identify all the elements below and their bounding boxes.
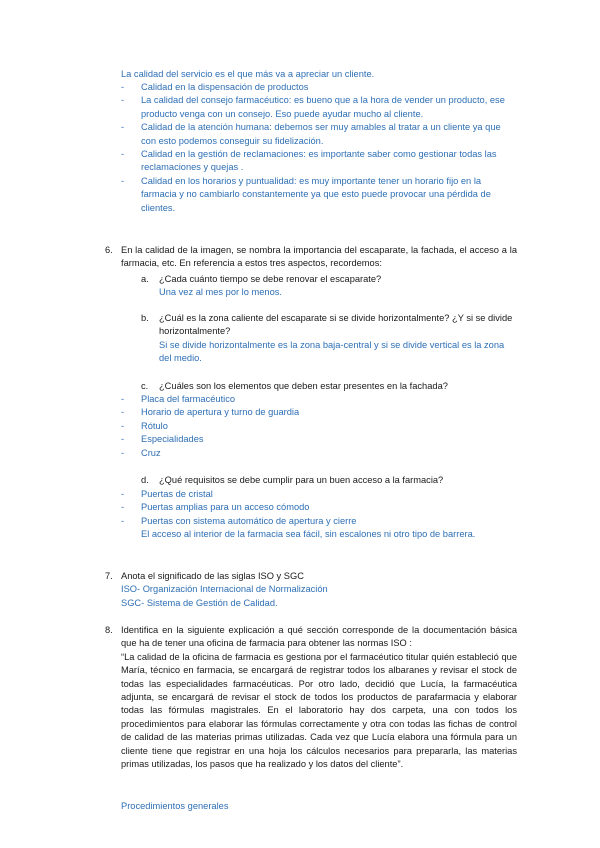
question-7: 7. Anota el significado de las siglas ISO y SGC ISO- Organización Internacional de Normalización SGC- Sistema de Gestión de Calidad. xyxy=(105,570,517,610)
answer-7-sgc: SGC- Sistema de Gestión de Calidad. xyxy=(121,597,278,608)
list-item: - Rótulo xyxy=(121,420,168,431)
answer-8: Procedimientos generales xyxy=(121,801,229,811)
quality-section xyxy=(121,68,517,81)
question-8: 8. Identifica en la siguiente explicación a qué sección corresponde de la documentación básica que ha de tener una oficina de farmacia para obtener las normas ISO : “La calidad de la oficina de farmacia es gestiona por el farmacéutico titular quién estableció que María, técnico en farmacia, se encargará de registrar todos los albaranes y revisar el stock de todas las especialidades farmacéuticas. Por otro lado, decidió que Lucía, la farmacéutica adjunta, se encargará de revisar el stock de todos los productos de parafarmacia y elaborar todas las fórmulas magistrales. En el laboratorio hay dos carpeta, una con todos los procedimientos para elaborar las fórmulas correctamente y otra con todas las fichas de control de calidad de las materias primas utilizadas. Cada vez que Lucía elabora una fórmula para un cliente tiene que registrar en una hoja los cálculos necesarios para prepararla, las materias primas utilizadas, los pasos que ha realizado y los datos del cliente”. xyxy=(105,624,517,771)
list-item: - Placa del farmacéutico xyxy=(121,394,236,404)
answer-6b: Si se divide horizontalmente es la zona baja-central y si se divide vertical es la zona del medio. xyxy=(159,339,505,364)
list-item: - Calidad en la dispensación de productos xyxy=(121,82,309,92)
list-item: - Calidad en la gestión de reclamaciones: es importante saber como gestionar todas las reclamaciones y quejas . xyxy=(121,149,497,173)
list-item: - Calidad de la atención humana: debemos ser muy amables al tratar a un cliente ya que con esto podemos conseguir su fidelización. xyxy=(121,122,501,146)
access-list xyxy=(121,488,521,542)
question-6: 6. En la calidad de la imagen, se nombra la importancia del escaparate, la fachada, el acceso a la farmacia, etc. En referencia a estos tres aspectos, recordemos: xyxy=(105,245,517,269)
access-note: El acceso al interior de la farmacia sea fácil, sin escalones ni otro tipo de barrera. xyxy=(141,529,476,540)
question-6c: c. ¿Cuáles son los elementos que deben estar presentes en la fachada? xyxy=(141,381,448,391)
question-6d: d. ¿Qué requisitos se debe cumplir para un buen acceso a la farmacia? xyxy=(141,475,444,485)
question-7-text: Anota el significado de las siglas ISO y SGC xyxy=(121,571,304,581)
facade-list xyxy=(121,393,517,460)
question-6a: a. ¿Cada cuánto tiempo se debe renovar el escaparate? Una vez al mes por lo menos. xyxy=(141,273,517,300)
intro-text: La calidad del servicio es el que más va a apreciar un cliente. xyxy=(121,69,375,79)
answer-6a: Una vez al mes por lo menos. xyxy=(159,287,282,298)
list-item: - Puertas amplias para un acceso cómodo xyxy=(121,502,310,513)
question-8-quote: “La calidad de la oficina de farmacia es gestiona por el farmacéutico titular quién estableció que María, técnico en farmacia, se encargará de registrar todos los albaranes y revisar el stock de todas las especialidades farmacéuticas. Por otro lado, decidió que Lucía, la farmacéutica adjunta, se encargará de revisar el stock de todos los productos de parafarmacia y elaborar todas las fórmulas magistrales. En el laboratorio hay dos carpeta, una con todos los procedimientos para elaborar las fórmulas correctamente y otra con todas las fichas de control de calidad de las materias primas utilizadas. Cada vez que Lucía elabora una fórmula para un cliente tiene que registrar en una hoja los cálculos necesarios para prepararla, las materias primas utilizadas, los pasos que ha realizado y los datos del cliente”. xyxy=(121,651,517,770)
question-8-text: Identifica en la siguiente explicación a qué sección corresponde de la documentación básica que ha de tener una oficina de farmacia para obtener las normas ISO : xyxy=(121,625,517,649)
list-item: - La calidad del consejo farmacéutico: es bueno que a la hora de vender un producto, ese producto venga con un consejo. Eso puede ayudar mucho al cliente. xyxy=(121,95,505,119)
list-item: - Calidad en los horarios y puntualidad: es muy importante tener un horario fijo en la farmacia y no cambiarlo constantemente ya que esto puede provocar una pérdida de clientes. xyxy=(121,175,491,213)
question-6-text: En la calidad de la imagen, se nombra la importancia del escaparate, la fachada, el acceso a la farmacia, etc. En referencia a estos tres aspectos, recordemos: xyxy=(121,245,517,269)
question-6b: b. ¿Cuál es la zona caliente del escaparate si se divide horizontalmente? ¿Y si se divide horizontalmente? Si se divide horizontalmente es la zona baja-central y si se divide vertical es la zona del medio. xyxy=(141,312,517,366)
list-item: - Cruz xyxy=(121,447,161,458)
list-item: - Horario de apertura y turno de guardia xyxy=(121,407,300,418)
list-item: - Especialidades xyxy=(121,434,204,445)
list-item: - Puertas de cristal xyxy=(121,489,213,499)
answer-7-iso: ISO- Organización Internacional de Normalización xyxy=(121,584,328,595)
list-item: - Puertas con sistema automático de apertura y cierre xyxy=(121,515,357,526)
quality-list xyxy=(121,81,517,215)
